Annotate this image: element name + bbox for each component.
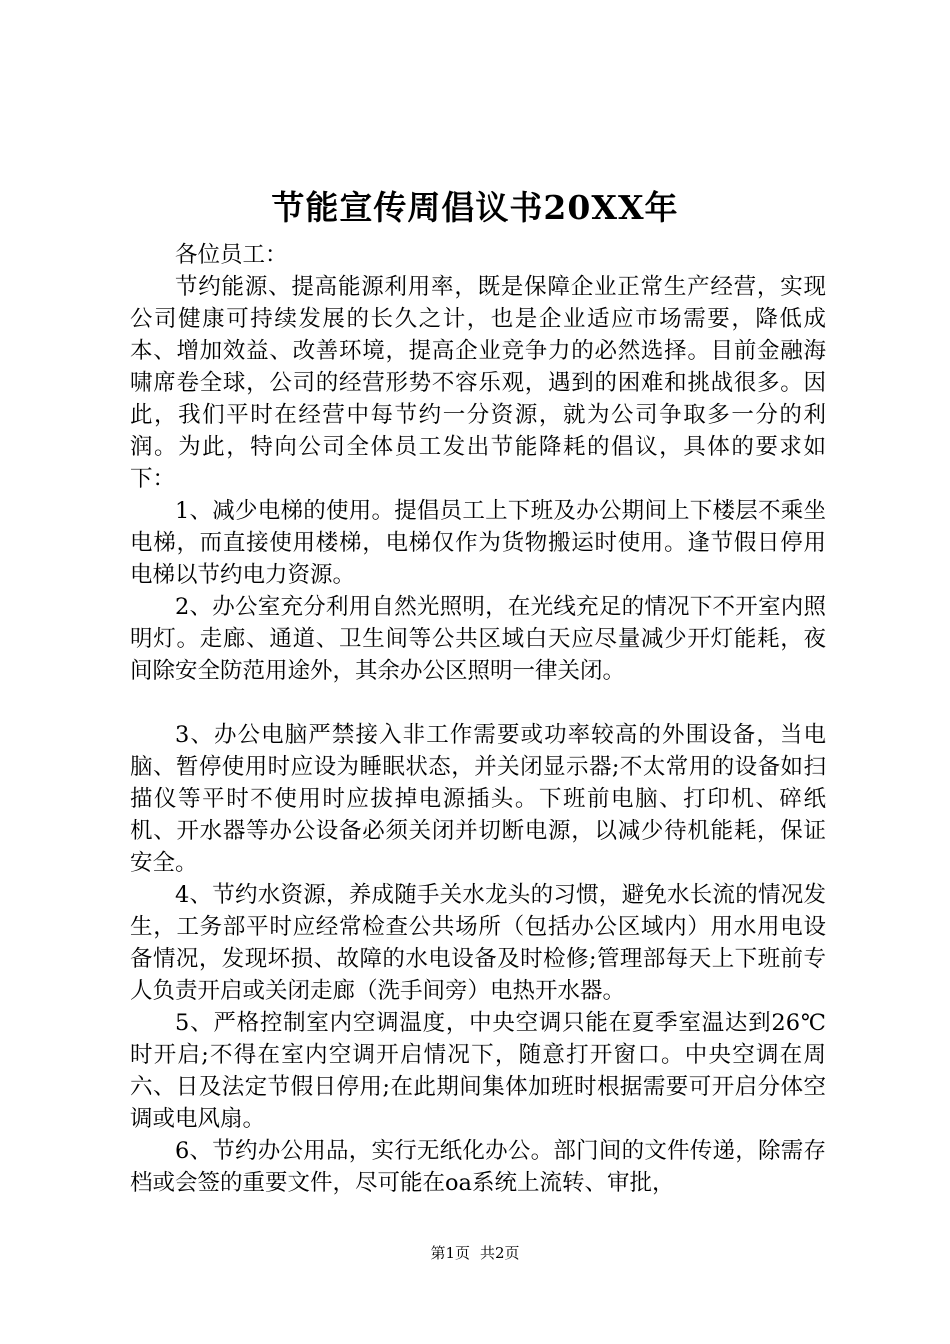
item-6-paragraph: 6、节约办公用品，实行无纸化办公。部门间的文件传递，除需存档或会签的重要文件，尽可能在oa系统上流转、审批， xyxy=(130,1138,826,1196)
page-number: 第1页 xyxy=(430,1244,470,1262)
item-2-paragraph: 2、办公室充分利用自然光照明，在光线充足的情况下不开室内照明灯。走廊、通道、卫生间等公共区域白天应尽量减少开灯能耗，夜间除安全防范用途外，其余办公区照明一律关闭。 xyxy=(130,594,826,684)
item-1-paragraph: 1、减少电梯的使用。提倡员工上下班及办公期间上下楼层不乘坐电梯，而直接使用楼梯，电梯仅作为货物搬运时使用。逢节假日停用电梯以节约电力资源。 xyxy=(130,498,826,588)
document-body xyxy=(130,239,826,1199)
intro-paragraph: 节约能源、提高能源利用率，既是保障企业正常生产经营，实现公司健康可持续发展的长久之计，也是企业适应市场需要，降低成本、增加效益、改善环境，提高企业竞争力的必然选择。目前金融海啸席卷全球，公司的经营形势不容乐观，遇到的困难和挑战很多。因此，我们平时在经营中每节约一分资源，就为公司争取多一分的利润。为此，特向公司全体员工发出节能降耗的倡议，具体的要求如下： xyxy=(130,274,826,492)
item-5-paragraph: 5、严格控制室内空调温度，中央空调只能在夏季室温达到26℃时开启;不得在室内空调开启情况下，随意打开窗口。中央空调在周六、日及法定节假日停用;在此期间集体加班时根据需要可开启分体空调或电风扇。 xyxy=(130,1010,826,1132)
document-title: 节能宣传周倡议书20XX年 xyxy=(271,188,679,227)
page-footer xyxy=(0,1243,950,1263)
page-total: 共2页 xyxy=(480,1244,520,1262)
item-3-paragraph: 3、办公电脑严禁接入非工作需要或功率较高的外围设备，当电脑、暂停使用时应设为睡眠状态，并关闭显示器;不太常用的设备如扫描仪等平时不使用时应拔掉电源插头。下班前电脑、打印机、碎纸机、开水器等办公设备必须关闭并切断电源，以减少待机能耗，保证安全。 xyxy=(130,722,826,876)
item-4-paragraph: 4、节约水资源，养成随手关水龙头的习惯，避免水长流的情况发生，工务部平时应经常检查公共场所（包括办公区域内）用水用电设备情况，发现坏损、故障的水电设备及时检修;管理部每天上下班前专人负责开启或关闭走廊（洗手间旁）电热开水器。 xyxy=(130,882,826,1004)
salutation: 各位员工： xyxy=(175,242,288,268)
paragraph-spacer xyxy=(130,687,826,719)
